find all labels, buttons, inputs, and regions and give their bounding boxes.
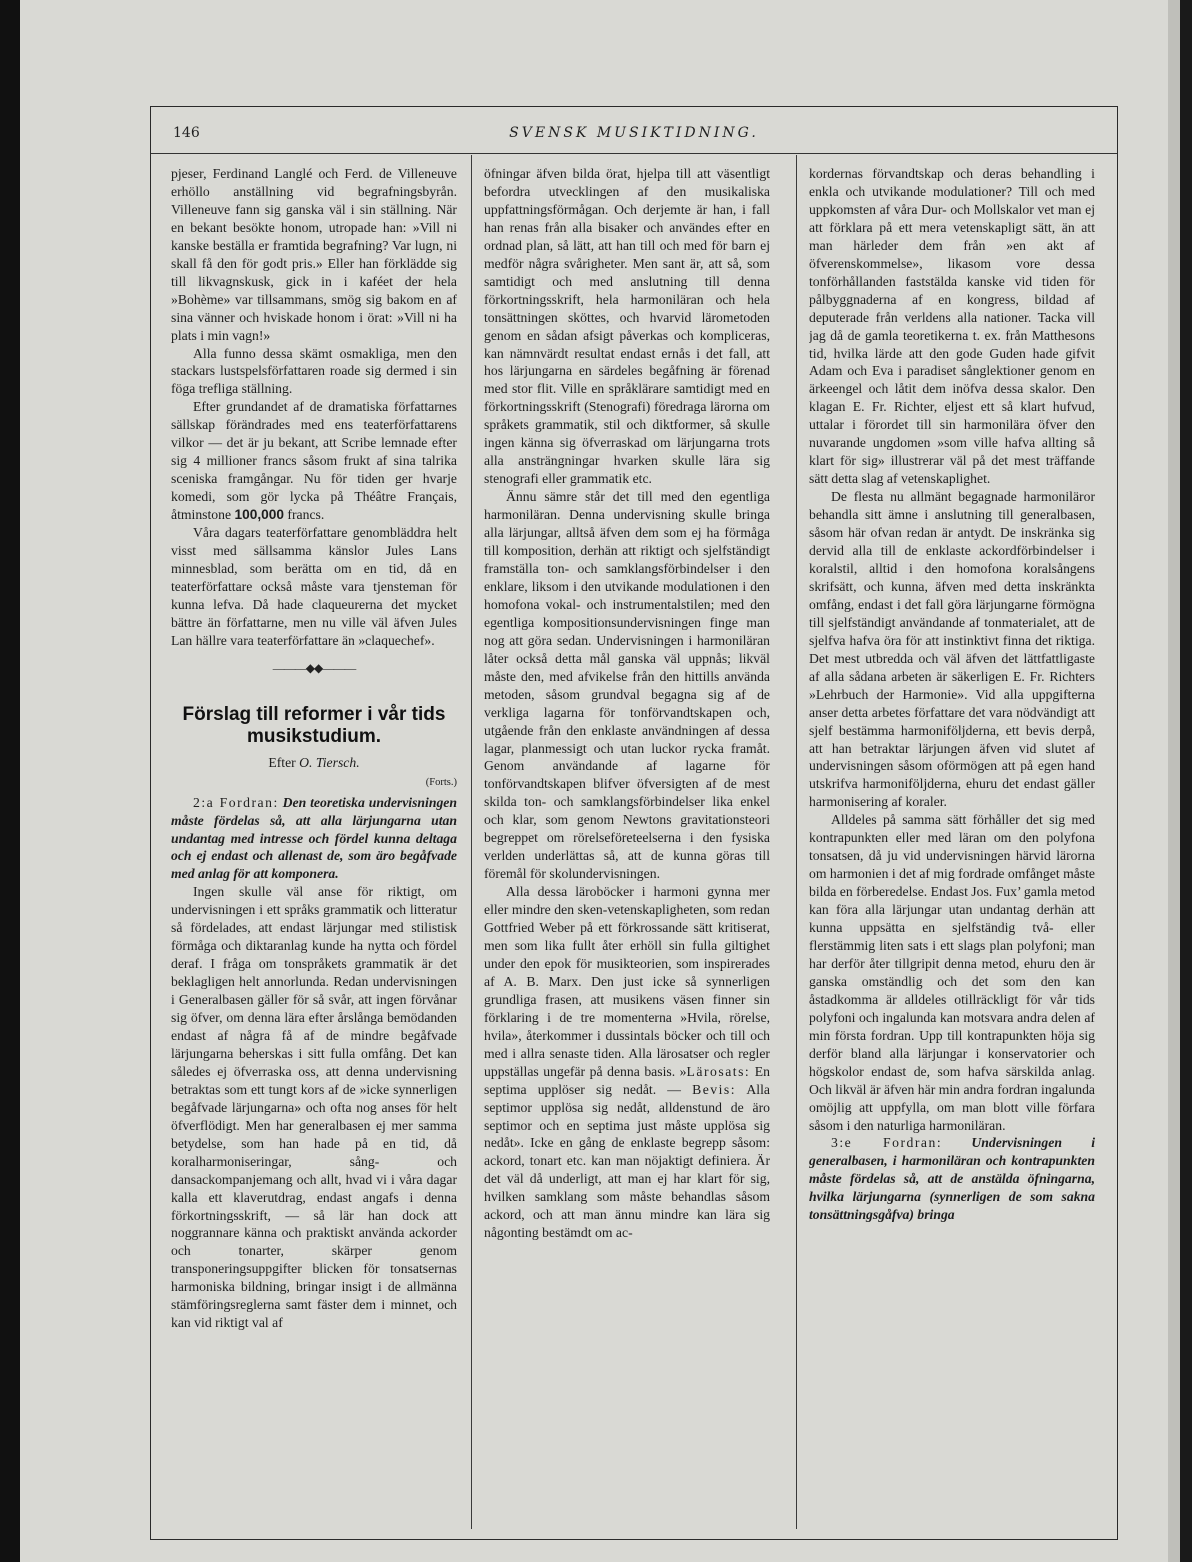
continued-note: (Forts.) — [425, 776, 457, 788]
page-frame — [150, 106, 1118, 1540]
requirement-2 — [171, 794, 457, 884]
paragraph: Alla funno dessa skämt osmakliga, men den stackars lustspelsförfattaren roade sig dermed i sin föga trefliga ställning. — [171, 345, 457, 397]
journal-title: SVENSK MUSIKTIDNING. — [509, 125, 759, 141]
section-divider: ———◆◆——— — [272, 660, 356, 675]
column-rule-right — [796, 155, 797, 1529]
paragraph: Efter grundandet af de dramatiska författarnes sällskap förändrades med ens teaterförfattarens vilkor — det är ju bekant, att Scribe lemnade efter sig 4 millioner francs såsom frukt af sina talrika sceniska framgångar. Nu för tiden ger hvarje komedi, som gör lycka på Théâtre Français, åtminstone 100,000 francs. — [171, 399, 457, 523]
text-column-3 — [809, 165, 1095, 1525]
text-column-1 — [171, 165, 457, 1525]
requirement-label: 2:a Fordran: — [193, 794, 279, 810]
paragraph: kordernas förvandtskap och deras behandling i enkla och utvikande modulationer? Till och med uppkomsten af våra Dur- och Mollskalor vet man ej att förklara på ett mera vetenskapligt sätt, än att man härleder dem från »en akt af öfverenskommelse», likasom vore dessa tonförhållanden faststälda kanske vid tiden för pålbyggnaderna af en kongress, bildad af deputerade från verldens alla nationer. Tacka vill jag då de gamla teoretikerna t. ex. från Matthesons tid, hvilka lärde att den gode Guden hade gifvit Adam och Eva i paradiset sånglektioner genom en ärkeengel och låtit dem inöfva dessa skalor. Den klagan E. Fr. Richter, eljest ett så klart hufvud, uttalar i förordet till sin harmonilära öfver den nuvarande ungdomen »som ville hafva allting så klart för sig» illustrerar väl på det mest träffande sätt detta slag af vetenskaplighet. — [809, 166, 1095, 487]
article-title: Förslag till reformer i vår tids musikstudium. — [182, 703, 446, 747]
paragraph: pjeser, Ferdinand Langlé och Ferd. de Villeneuve erhöllo anställning vid begrafningsbyrån. Villeneuve fann sig ganska väl i sin ställning. När en bekant besökte honom, utropade han: »Vill ni kanske beställa er framtida begrafning? Var lugn, ni skall få den för godt pris.» Eller han förklädde sig till likvagnskusk, gick in i kaféet der hela »Bohème» var tillsammans, smög sig bakom en af sina vänner och hviskade honom i örat: »Vill ni ha plats i min vagn!» — [171, 166, 457, 343]
paragraph: Alla dessa läroböcker i harmoni gynna mer eller mindre den sken-vetenskapligheten, som redan Gottfried Weber på ett förkrossande sätt kritiserat, men som lika fullt åter erhöll sin fulla giltighet under den epok för musikteorien, som inspirerades af A. B. Marx. Den just icke så synnerligen grundliga frasen, att musikens väsen finner sin förklaring i de tre momenterna »Hvila, rörelse, hvila», återkommer i dussintals böcker och till och med i allra senaste tiden. Alla lärosatser och regler uppställas ungefär på denna basis. »Lärosats: En septima upplöser sig nedåt. — Bevis: Alla septimor upplösa sig nedåt, alldenstund de äro septimor och en septima just måste upplösa sig nedåt». Icke en gång de enklaste begrepp såsom: ackord, tonart etc. kan man nöjaktigt definiera. Är det väl då underligt, att man ej har klart för sig, hvilken samklang som måste behandlas såsom ackord, och att man ännu mindre kan lära sig någonting bestämdt om ac- — [484, 884, 770, 1241]
requirement-3 — [809, 1134, 1095, 1224]
byline: Efter O. Tiersch. — [268, 754, 360, 770]
scan-dark-edge — [0, 0, 20, 1562]
paragraph: öfningar äfven bilda örat, hjelpa till att väsentligt befordra utvecklingen af den musikaliska uppfattningsförmågan. Och derjemte är han, i fall han renas från alla bisaker och användes efter en ordnad plan, så lätt, att han till och med för barn ej medför några svårigheter. Men sant är, att så, som samtidigt och med anslutning till denna förkortningsskrift, hela harmoniläran och hela tonsättningen sköttes, och hvarvid lärometoden genom en sådan afsigt påverkas och kompliceras, kan nämnvärdt resultat endast ernås i det fall, att hos lärjungarna en särdeles begåfning är förenad med stor flit. Ville en språklärare samtidigt med en förkortningsskrift (Stenografi) föredraga lärorna om språkets grammatik, stil och diktformer, så skulle ingen känna sig öfverraskad om lärjungarna trots alla ansträngningar hvarken skulle lära sig stenografi eller grammatik etc. — [484, 166, 770, 487]
amount: 100,000 — [234, 507, 284, 523]
paragraph: Ännu sämre står det till med den egentliga harmoniläran. Denna undervisning skulle bringa alla lärjungar, alltså äfven dem som ej ha förmåga till komposition, derhän att riktigt och sjelfständigt framställa ton- och samklangsförbindelser i den enklare, liksom i den utvikande modulationen i den homofona vokal- och instrumentalstilen; med den egentliga kompositionsundervisningen finge man nog att göra sedan. Undervisningen i harmoniläran låter också detta mål ganska väl uppnås; likväl måste den, med afvikelse från den hittills använda metoden, såsom grundval begagna sig af de verkliga lagarna för tonförvandtskapen och, utgående från den enklaste användningen af dessa lagar, planmessigt och utan luckor rycka framåt. Genom användande af lagarne för tonförvandtskapen blifver öfversigten af de mest skilda ton- och samklangsförbindelser lika enkel och klar, som genom Newtons gravitationsteori begreppet om rörelseföreteelserna i den fysiska verlden underlättas så, att de kunna göras till föremål för skolundervisningen. — [484, 489, 770, 882]
page-edge-shadow — [1168, 0, 1180, 1562]
newspaper-page — [20, 0, 1180, 1562]
paragraph: Alldeles på samma sätt förhåller det sig med kontrapunkten eller med läran om den polyfona tonsatsen, då ju vid undervisningen härvid lärorna om harmonien i det af mig fordrade omfånget måste bilda en förberedelse. Endast Jos. Fux’ gamla metod kan föra alla lärjungar utan undantag derhän att kunna uppsätta en sjelfständig två- eller flerstämmig liten sats i ett slags plan polyfoni; man har derför åter tillgripit denna metod, ehuru den är ganska omständlig och det som den kan åstadkomma är alldeles otillräckligt för vår tids polyfoni och ingalunda kan motsvara andra delen af min första fordran. Upp till kontrapunkten höja sig derför bland alla lärjungar i konservatorier och högskolor endast de, som hafva särskilda anlag. Och likväl är äfven här min andra fordran ingalunda omöjlig att uppfylla, om man blott ville förfara såsom i den naturliga harmoniläran. — [809, 812, 1095, 1133]
page-number: 146 — [173, 125, 200, 141]
paragraph: Ingen skulle väl anse för riktigt, om undervisningen i ett språks grammatik och litteratur så fördelades, att endast lärjungar med stilistisk förmåga och diktaranlag kunde ha nytta och fördel deraf. I fråga om tonspråkets grammatik är det beklagligen helt annorlunda. Redan undervisningen i Generalbasen gäller för så svår, att ingen förvånar sig öfver, om denna lära efter årslånga bemödanden endast af några få af de mindre begåfvade lärjungarna beherskas i sitt fulla omfång. Det kan således ej öfverraska oss, att denna undervisning betraktas som ett tungt kors af de »icke synnerligen begåfvade lärjungarna» och ofta nog anses för helt öfverflödigt. Men har generalbasen ej mer samma betydelse, som han hade på en tid, då koralharmoniseringar, sång- och dansackompanjemang och allt, hvad vi i våra dagar kalla ett klaverutdrag, endast angafs i denna förkortningsskrift, — så lär han dock att noggrannare känna och praktiskt använda ackorder och tonarter, skärper genom transponeringsuppgifter blicken för tonsatsernas harmoniska bildning, bringar insigt i de allmänna stämföringsreglerna samt fäster dem i minnet, och kan vid riktigt val af — [171, 884, 457, 1331]
column-rule-left — [471, 155, 472, 1529]
requirement-label: 3:e Fordran: — [831, 1135, 943, 1151]
paragraph: Våra dagars teaterförfattare genombläddra helt visst med sällsamma känslor Jules Lans minnesblad, som berätta om en tid, då en teaterförfattare också måste vara tjensteman för kunna lefva. Då hade claqueurerna det mycket bättre än författarne, men nu ville väl äfven Jules Lan hällre vara teaterförfattare än »claquechef». — [171, 525, 457, 648]
paragraph: De flesta nu allmänt begagnade harmoniläror behandla sitt ämne i anslutning till generalbasen, såsom här ofvan redan är antydt. De inskränka sig dervid alla till de enklaste ackordförbindelser i koralstil, alltid i den homofona koralsångens skrifsätt, och kunna, äfven med detta inskränkta omfång, endast i det fall göra lärjungarne förmögna till sjelfständigt användande af tonmaterialet, att de sjelfva hafva öra för att instinktivt finna det riktiga. Det mest utbredda och väl äfven det lättfattligaste af alla sådana arbeten är säkerligen E. Fr. Richters »Lehrbuch der Harmonie». Vid alla uppgifterna anser detta arbetes författare det vara nödvändigt att sjelf bestämma harmoniföljderna, ett bevis derpå, att han betraktar lärjungen äfven vid slutet af undervisningen såsom oförmögen att på egen hand utskrifva harmoniföljderna, ehuru det endast gäller harmonisering af koraler. — [809, 489, 1095, 810]
text-column-2 — [484, 165, 770, 1525]
requirement-text: Undervisningen i generalbasen, i harmoniläran och kontrapunkten måste fördelas så, att de anstälda öfningarna, hvilka lärjungarna (synnerligen de som sakna tonsättningsgåfva) bringa — [809, 1135, 1095, 1223]
larosats-label: Lärosats: — [686, 1063, 751, 1079]
bevis-label: Bevis: — [692, 1081, 737, 1097]
requirement-text: Den teoretiska undervisningen måste fördelas så, att alla lärjungarna utan undantag med intresse och fördel kunna deltaga och ej endast och allenast de, som äro begåfvade med anlag för att komponera. — [171, 794, 457, 882]
page-header — [151, 107, 1117, 154]
author-name: O. Tiersch. — [299, 754, 360, 770]
